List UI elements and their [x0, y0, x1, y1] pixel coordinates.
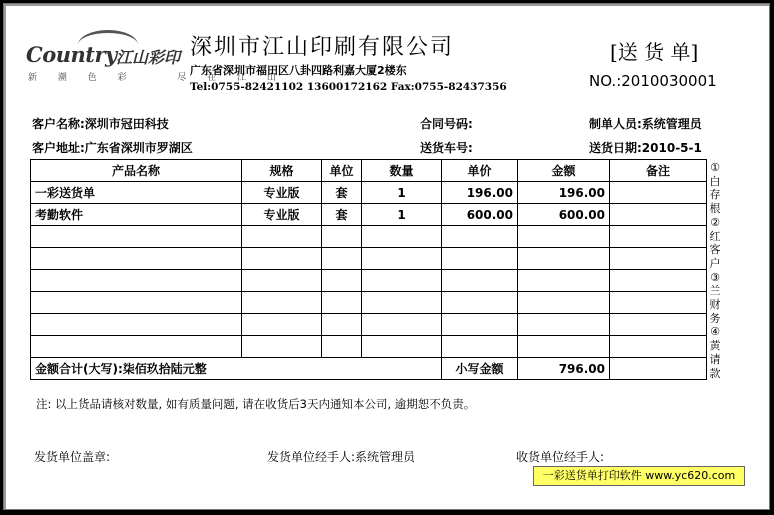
- logo-wordmark: Country: [26, 42, 117, 67]
- sender-handler-label: 发货单位经手人:系统管理员: [267, 450, 416, 464]
- header-unit-price: 单价: [442, 160, 518, 182]
- cell-spec: 专业版: [242, 204, 322, 226]
- cell-product-name: 考勤软件: [31, 204, 242, 226]
- cell-unit-price: 600.00: [442, 204, 518, 226]
- cell-unit: 套: [322, 182, 362, 204]
- contract-number-field: 合同号码:: [420, 117, 473, 131]
- company-name: 深圳市江山印刷有限公司: [190, 35, 455, 60]
- total-row: [31, 358, 707, 380]
- preparer-field: 制单人员:系统管理员: [589, 117, 702, 131]
- cell-product-name: 一彩送货单: [31, 182, 242, 204]
- header-remarks: 备注: [610, 160, 707, 182]
- cell-unit-price: 196.00: [442, 182, 518, 204]
- header-amount: 金额: [518, 160, 610, 182]
- software-banner-link[interactable]: 一彩送货单打印软件 www.yc620.com: [533, 466, 745, 486]
- sender-stamp-label: 发货单位盖章:: [34, 450, 111, 464]
- header-spec: 规格: [242, 160, 322, 182]
- customer-address-field: 客户地址:广东省深圳市罗湖区: [32, 141, 193, 155]
- cell-remarks: [610, 204, 707, 226]
- receiver-handler-label: 收货单位经手人:: [516, 450, 605, 464]
- table-row: [31, 204, 707, 226]
- customer-name-field: 客户名称:深圳市冠田科技: [32, 117, 169, 131]
- disclaimer-note: 注: 以上货品请核对数量, 如有质量问题, 请在收货后3天内通知本公司, 逾期恕不负责。: [36, 397, 476, 411]
- cell-unit: 套: [322, 204, 362, 226]
- logo-tagline: 新 潮 色 彩 尽 在 江 山: [28, 73, 278, 83]
- document-title: [送 货 单]: [610, 40, 699, 64]
- header-product-name: 产品名称: [31, 160, 242, 182]
- cell-remarks: [610, 182, 707, 204]
- document-number: NO.:2010030001: [589, 72, 717, 90]
- empty-row: [31, 270, 707, 292]
- cell-spec: 专业版: [242, 182, 322, 204]
- total-label: 小写金额: [442, 358, 518, 380]
- items-table: [30, 159, 707, 380]
- vehicle-number-field: 送货车号:: [420, 141, 473, 155]
- table-row: [31, 182, 707, 204]
- copy-distribution-note: ①白存根②红客户③兰财务④黄请款: [709, 161, 721, 380]
- cell-amount: 196.00: [518, 182, 610, 204]
- total-remarks: [610, 358, 707, 380]
- company-contact: Tel:0755-82421102 13600172162 Fax:0755-82437356: [190, 81, 507, 93]
- empty-row: [31, 292, 707, 314]
- table-header-row: [31, 160, 707, 182]
- empty-row: [31, 336, 707, 358]
- header-quantity: 数量: [362, 160, 442, 182]
- total-in-words: 金额合计(大写):柒佰玖拾陆元整: [31, 358, 442, 380]
- company-logo: [26, 28, 278, 83]
- empty-row: [31, 314, 707, 336]
- company-address: 广东省深圳市福田区八卦四路利嘉大厦2楼东: [190, 64, 407, 77]
- header-unit: 单位: [322, 160, 362, 182]
- cell-quantity: 1: [362, 182, 442, 204]
- delivery-note-page: [3, 3, 770, 510]
- empty-row: [31, 226, 707, 248]
- logo-chinese-mark: 江山彩印: [116, 48, 181, 67]
- cell-amount: 600.00: [518, 204, 610, 226]
- delivery-date-field: 送货日期:2010-5-1: [589, 141, 702, 155]
- empty-row: [31, 248, 707, 270]
- total-amount: 796.00: [518, 358, 610, 380]
- cell-quantity: 1: [362, 204, 442, 226]
